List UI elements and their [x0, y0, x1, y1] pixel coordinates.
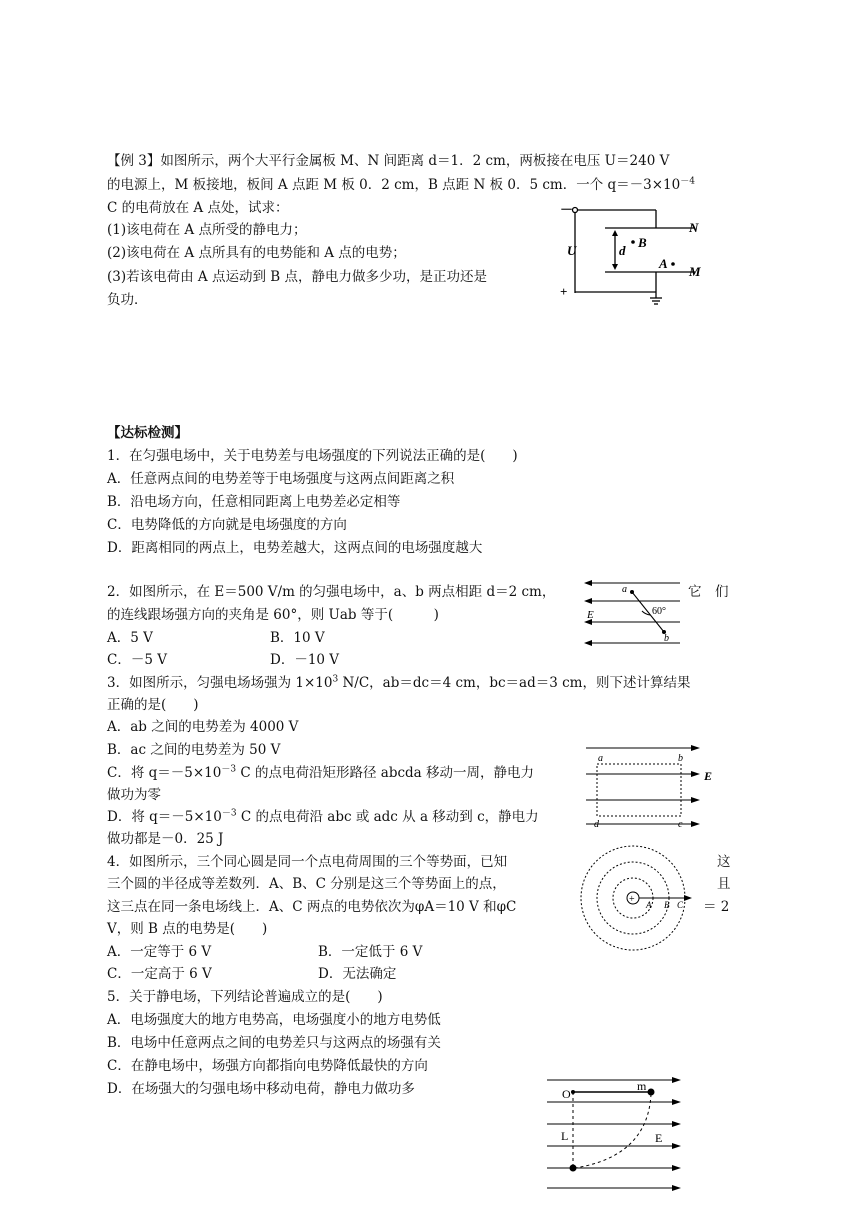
p4-line1: 4．如图所示，三个同心圆是同一个点电荷周围的三个等势面，已知	[107, 854, 508, 870]
concentric-circles-figure	[578, 838, 698, 958]
p3-c1-text: C．将 q＝－5×10	[107, 765, 222, 781]
ex3-q1: (1)该电荷在 A 点所受的静电力；	[107, 222, 307, 238]
rectangle-field-figure	[582, 740, 722, 835]
p2-option-c: C．－5 V	[107, 652, 167, 668]
section-title: 【达标检测】	[107, 425, 188, 441]
p3-line1-sup: 3	[332, 674, 339, 685]
p3-option-d2: 做功都是－0．25 J	[107, 831, 224, 847]
ex3-line2	[107, 174, 695, 196]
p2-option-b: B．10 V	[270, 630, 325, 646]
p3-option-c2: 做功为零	[107, 787, 161, 803]
capacitor-figure	[555, 198, 715, 308]
fig5-m: m	[637, 1079, 647, 1093]
fig-minus: －	[560, 202, 574, 217]
p3-d1-sup: －3	[221, 808, 237, 819]
p4-option-a: A．一定等于 6 V	[107, 944, 212, 960]
ex3-q2: (2)该电荷在 A 点所具有的电势能和 A 点的电势；	[107, 245, 406, 261]
pendulum-field-figure	[545, 1074, 685, 1196]
p4-line4: V，则 B 点的电势是( )	[107, 921, 268, 937]
fig3-d: d	[594, 819, 599, 830]
p3-line1-rest: N/C，ab＝dc＝4 cm，bc＝ad＝3 cm，则下述计算结果	[338, 675, 691, 691]
p4-line1-end: 这	[717, 854, 731, 870]
p3-d1-rest: C 的点电荷沿 abc 或 adc 从 a 移动到 c，静电力	[236, 809, 539, 825]
fig-N: N	[689, 220, 699, 235]
fig-A: A	[659, 256, 668, 271]
p3-option-a: A．ab 之间的电势差为 4000 V	[107, 719, 299, 735]
fig4-B: B	[664, 900, 670, 910]
p3-option-d1	[107, 806, 539, 828]
p4-line3: 这三点在同一条电场线上．A、C 两点的电势依次为φA＝10 V 和φC	[107, 899, 517, 915]
fig3-E: E	[704, 769, 713, 783]
p3-option-c1	[107, 762, 534, 784]
ex3-line1: 【例 3】如图所示，两个大平行金属板 M、N 间距离 d＝1．2 cm，两板接在电压 U＝240 V	[107, 153, 670, 169]
p3-option-b: B．ac 之间的电势差为 50 V	[107, 742, 281, 758]
p3-c1-rest: C 的点电荷沿矩形路径 abcda 移动一周，静电力	[236, 765, 535, 781]
p4-option-c: C．一定高于 6 V	[107, 966, 212, 982]
fig3-a: a	[598, 753, 603, 764]
fig5-L: L	[561, 1129, 569, 1143]
p4-line3-end: ＝ 2	[703, 899, 730, 915]
p1-option-d: D．距离相同的两点上，电势差越大，这两点间的电场强度越大	[107, 540, 483, 556]
ex3-q3a: (3)若该电荷由 A 点运动到 B 点，静电力做多少功，是正功还是	[107, 269, 487, 285]
p1-option-b: B．沿电场方向，任意相同距离上电势差必定相等	[107, 494, 401, 510]
p1-option-c: C．电势降低的方向就是电场强度的方向	[107, 517, 347, 533]
p5-stem: 5．关于静电场，下列结论普遍成立的是( )	[107, 989, 383, 1005]
fig-plus: +	[560, 284, 568, 299]
p3-c1-sup: －3	[221, 764, 237, 775]
fig-M: M	[689, 264, 701, 279]
fig5-E: E	[655, 1131, 663, 1145]
fig2-E: E	[587, 609, 594, 621]
ex3-line3: C 的电荷放在 A 点处，试求：	[107, 200, 289, 216]
p1-stem: 1．在匀强电场中，关于电势差与电场强度的下列说法正确的是( )	[107, 448, 518, 464]
p4-option-b: B．一定低于 6 V	[318, 944, 423, 960]
p3-line2: 正确的是( )	[107, 697, 199, 713]
ex3-line2-sup: －4	[680, 176, 695, 187]
ex3-line2-text: 的电源上，M 板接地，板间 A 点距 M 板 0．2 cm，B 点距 N 板 0．5 cm．一个 q＝－3×10	[107, 177, 681, 193]
p2-line2: 的连线跟场强方向的夹角是 60°，则 Uab 等于( )	[107, 607, 439, 623]
p5-option-a: A．电场强度大的地方电势高，电场强度小的地方电势低	[107, 1012, 441, 1028]
p5-option-b: B．电场中任意两点之间的电势差只与这两点的场强有关	[107, 1035, 441, 1051]
fig-d: d	[619, 243, 626, 258]
ex3-q3b: 负功．	[107, 292, 148, 308]
fig3-c: c	[678, 819, 683, 830]
p2-option-d: D．－10 V	[270, 652, 340, 668]
p4-line2: 三个圆的半径成等差数列．A、B、C 分别是这三个等势面上的点，	[107, 876, 506, 892]
fig4-C: C	[677, 900, 684, 910]
uniform-field-figure	[582, 575, 682, 655]
fig5-O: O	[562, 1087, 571, 1101]
p2-option-a: A．5 V	[107, 630, 153, 646]
fig-U: U	[567, 243, 577, 258]
p4-option-d: D．无法确定	[318, 966, 397, 982]
p3-line1-text: 3．如图所示，匀强电场场强为 1×10	[107, 675, 333, 691]
p2-line1: 2．如图所示，在 E＝500 V/m 的匀强电场中，a、b 两点相距 d＝2 cm，	[107, 584, 556, 600]
fig2-angle: 60°	[652, 606, 666, 617]
p5-option-d: D．在场强大的匀强电场中移动电荷，静电力做功多	[107, 1081, 415, 1097]
fig4-plus: +	[629, 894, 635, 905]
p3-line1	[107, 672, 690, 694]
p2-line1-end: 它 们	[688, 584, 729, 600]
p4-line2-end: 且	[717, 876, 731, 892]
p1-option-a: A．任意两点间的电势差等于电场强度与这两点间距离之积	[107, 471, 455, 487]
fig2-a: a	[622, 584, 627, 595]
fig4-A: A	[646, 900, 652, 910]
p3-d1-text: D．将 q＝－5×10	[107, 809, 222, 825]
p5-option-c: C．在静电场中，场强方向都指向电势降低最快的方向	[107, 1058, 428, 1074]
fig-B: B	[638, 235, 647, 250]
fig3-b: b	[678, 753, 683, 764]
fig2-b: b	[664, 633, 669, 644]
